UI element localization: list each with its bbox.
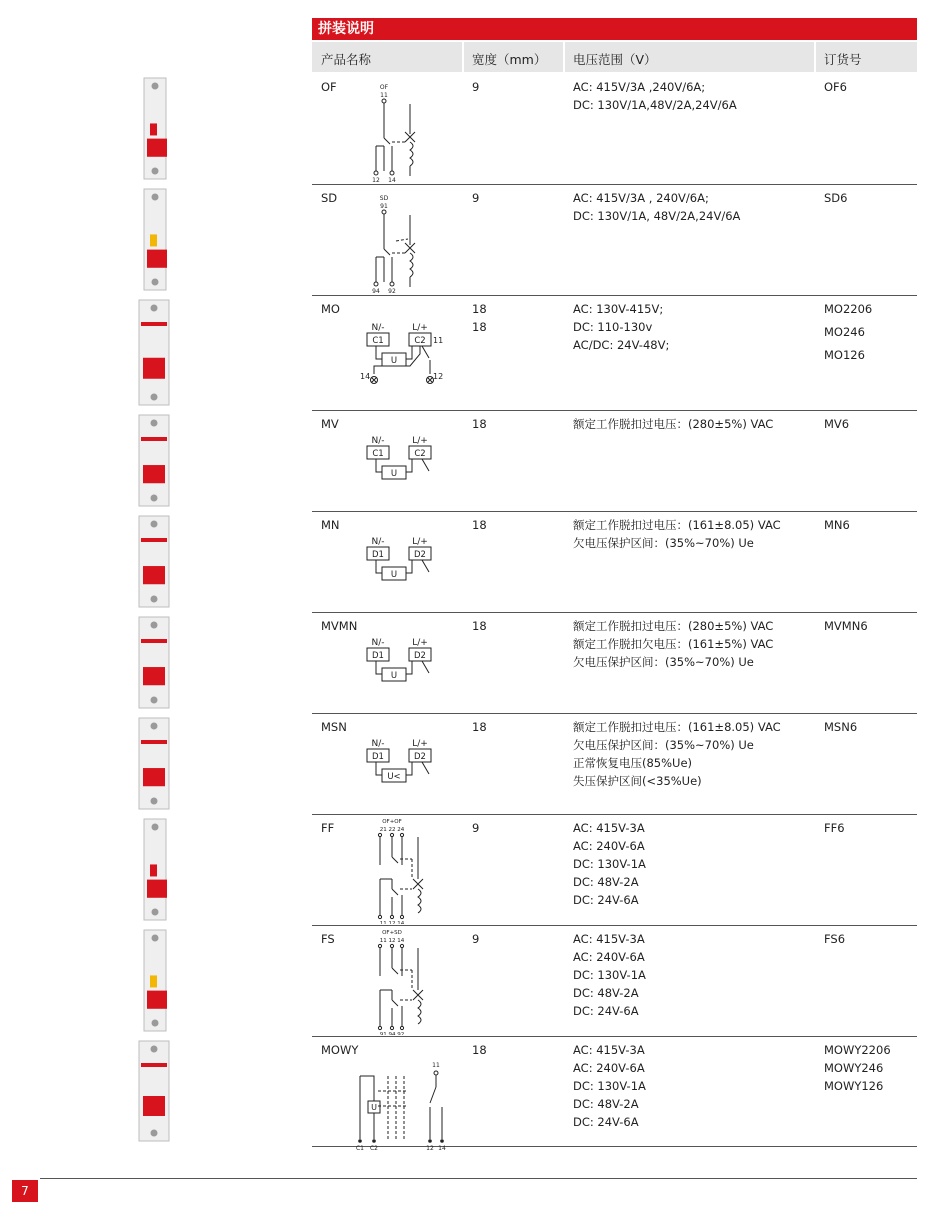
order-cell <box>824 78 847 96</box>
voltage-cell <box>573 930 646 1020</box>
width-value: 18 <box>472 302 487 316</box>
product-image <box>135 1039 175 1149</box>
voltage-line: 欠电压保护区间：(35%~70%) Ue <box>573 536 754 550</box>
terminal-label: 91 <box>380 203 388 210</box>
coil-label: U< <box>387 772 401 782</box>
voltage-line: DC: 130V/1A,48V/2A,24V/6A <box>573 98 737 112</box>
product-name: OF <box>321 80 337 94</box>
voltage-line: 正常恢复电压(85%Ue) <box>573 756 693 770</box>
width-cell <box>472 300 487 336</box>
order-cell <box>824 617 868 635</box>
voltage-line: 失压保护区间(<35%Ue) <box>573 774 702 788</box>
order-cell <box>824 415 849 433</box>
width-value: 9 <box>472 821 480 835</box>
voltage-cell <box>573 516 781 552</box>
product-image <box>135 413 175 514</box>
voltage-line: DC: 48V-2A <box>573 1097 639 1111</box>
terminal-label: 91 94 92 <box>379 1032 405 1035</box>
terminal-label: N/- <box>371 436 385 446</box>
terminal-label: 11 12 14 <box>379 921 405 924</box>
width-cell <box>472 189 479 207</box>
diagram-label: SD <box>379 195 389 202</box>
table-header <box>312 42 917 72</box>
order-cell <box>824 516 850 534</box>
order-code: FF6 <box>824 821 845 835</box>
terminal-box-label: D2 <box>414 752 426 762</box>
voltage-line: 额定工作脱扣过电压：(161±8.05) VAC <box>573 720 781 734</box>
voltage-line: AC: 415V-3A <box>573 1043 645 1057</box>
table-row <box>312 714 917 815</box>
terminal-label: 11 <box>380 92 388 99</box>
product-name: FF <box>321 821 335 835</box>
order-code: SD6 <box>824 191 848 205</box>
voltage-line: DC: 130V-1A <box>573 1079 646 1093</box>
voltage-line: DC: 24V-6A <box>573 1115 639 1129</box>
order-code: MOWY2206 <box>824 1043 891 1057</box>
order-code: MO126 <box>824 348 865 362</box>
width-cell <box>472 415 487 433</box>
width-cell <box>472 1041 487 1059</box>
product-name: MO <box>321 302 340 316</box>
terminal-label: 21 22 24 <box>379 827 405 833</box>
table-row <box>312 74 917 185</box>
product-image <box>140 928 180 1039</box>
voltage-line: DC: 24V-6A <box>573 893 639 907</box>
order-cell <box>824 189 847 207</box>
voltage-line: AC/DC: 24V-48V; <box>573 338 670 352</box>
terminal-label: N/- <box>371 323 385 333</box>
wiring-diagram <box>312 187 462 294</box>
width-value: 18 <box>472 518 487 532</box>
width-value: 18 <box>472 619 487 633</box>
order-cell <box>824 718 857 736</box>
terminal-label: 11 <box>433 336 444 345</box>
voltage-line: AC: 240V-6A <box>573 950 645 964</box>
voltage-line: DC: 110-130v <box>573 320 653 334</box>
coil-label: U <box>390 671 398 681</box>
terminal-label: N/- <box>371 638 385 648</box>
voltage-line: 额定工作脱扣欠电压：(161±5%) VAC <box>573 637 774 651</box>
section-title: 拼装说明 <box>312 18 917 40</box>
header-width: 宽度（mm） <box>472 52 547 67</box>
coil-label: U <box>390 469 398 479</box>
voltage-line: 额定工作脱扣过电压：(280±5%) VAC <box>573 417 774 431</box>
voltage-line: DC: 48V-2A <box>573 875 639 889</box>
order-code: FS6 <box>824 932 846 946</box>
product-image <box>135 716 175 817</box>
table-row <box>312 1037 917 1152</box>
width-cell <box>472 930 479 948</box>
terminal-box-label: D2 <box>414 550 426 560</box>
width-value: 18 <box>472 320 487 334</box>
product-name: MN <box>321 518 340 532</box>
order-code: MO246 <box>824 325 865 339</box>
width-cell <box>472 516 487 534</box>
voltage-cell <box>573 415 773 433</box>
terminal-label: 11 <box>432 1062 440 1069</box>
product-name: FS <box>321 932 335 946</box>
width-value: 9 <box>472 80 480 94</box>
terminal-box-label: C1 <box>372 449 384 459</box>
width-cell <box>472 718 487 736</box>
product-name: MSN <box>321 720 347 734</box>
order-code: MV6 <box>824 417 850 431</box>
order-cell <box>824 300 872 364</box>
terminal-label: L/+ <box>412 638 428 648</box>
coil-label: U <box>390 356 398 366</box>
product-image <box>140 817 180 928</box>
width-value: 18 <box>472 417 487 431</box>
terminal-label: 92 <box>388 288 396 294</box>
terminal-label: 12 <box>426 1145 434 1152</box>
terminal-label: N/- <box>371 739 385 749</box>
wiring-diagram <box>312 76 462 183</box>
voltage-cell <box>573 189 740 225</box>
terminal-label: 94 <box>372 288 380 294</box>
terminal-label: 12 <box>433 372 444 381</box>
voltage-cell <box>573 617 773 671</box>
terminal-label: L/+ <box>412 323 428 333</box>
width-cell <box>472 617 487 635</box>
diagram-label: OF+SD <box>382 930 402 936</box>
diagram-label: OF+OF <box>382 819 402 825</box>
wiring-diagram <box>312 817 462 924</box>
terminal-box-label: D1 <box>372 651 384 661</box>
product-name: MVMN <box>321 619 358 633</box>
voltage-line: AC: 240V-6A <box>573 839 645 853</box>
width-value: 18 <box>472 720 487 734</box>
width-value: 9 <box>472 191 480 205</box>
product-name: MOWY <box>321 1043 359 1057</box>
voltage-line: DC: 130V-1A <box>573 857 646 871</box>
product-image <box>140 187 180 298</box>
order-code: MO2206 <box>824 302 873 316</box>
table-row <box>312 185 917 296</box>
voltage-cell <box>573 1041 646 1131</box>
voltage-line: AC: 415V-3A <box>573 821 645 835</box>
voltage-cell <box>573 78 737 114</box>
width-value: 9 <box>472 932 480 946</box>
header-name: 产品名称 <box>321 52 372 67</box>
terminal-box-label: D1 <box>372 550 384 560</box>
voltage-line: AC: 130V-415V; <box>573 302 664 316</box>
terminal-box-label: C1 <box>372 336 384 346</box>
header-voltage: 电压范围（V） <box>573 52 657 67</box>
coil-label: U <box>371 1103 377 1112</box>
terminal-label: 14 <box>360 372 371 381</box>
terminal-box-label: D1 <box>372 752 384 762</box>
order-code: MVMN6 <box>824 619 868 633</box>
table-row <box>312 613 917 714</box>
voltage-cell <box>573 718 781 790</box>
table-row <box>312 296 917 411</box>
voltage-line: AC: 415V-3A <box>573 932 645 946</box>
voltage-line: 额定工作脱扣过电压：(280±5%) VAC <box>573 619 774 633</box>
voltage-line: DC: 24V-6A <box>573 1004 639 1018</box>
terminal-label: L/+ <box>412 739 428 749</box>
width-value: 18 <box>472 1043 487 1057</box>
voltage-line: AC: 415V/3A , 240V/6A; <box>573 191 709 205</box>
terminal-label: L/+ <box>412 436 428 446</box>
voltage-line: DC: 130V-1A <box>573 968 646 982</box>
table-row <box>312 512 917 613</box>
order-cell <box>824 930 845 948</box>
terminal-label: C1 <box>355 1145 365 1152</box>
product-name: MV <box>321 417 339 431</box>
width-cell <box>472 78 479 96</box>
voltage-line: DC: 48V-2A <box>573 986 639 1000</box>
voltage-line: DC: 130V/1A, 48V/2A,24V/6A <box>573 209 741 223</box>
width-cell <box>472 819 479 837</box>
page-number: 7 <box>12 1180 38 1202</box>
terminal-label: 11 12 14 <box>379 938 405 944</box>
diagram-label: OF <box>379 84 389 91</box>
product-name: SD <box>321 191 338 205</box>
terminal-box-label: C2 <box>414 449 426 459</box>
terminal-label: 12 <box>372 177 380 183</box>
terminal-label: L/+ <box>412 537 428 547</box>
table-row <box>312 815 917 926</box>
terminal-label: C2 <box>369 1145 379 1152</box>
terminal-label: N/- <box>371 537 385 547</box>
footer-rule <box>40 1178 917 1179</box>
voltage-line: AC: 415V/3A ,240V/6A; <box>573 80 706 94</box>
order-code: MOWY126 <box>824 1079 884 1093</box>
terminal-box-label: D2 <box>414 651 426 661</box>
voltage-line: AC: 240V-6A <box>573 1061 645 1075</box>
order-cell <box>824 1041 891 1095</box>
table-row <box>312 926 917 1037</box>
terminal-box-label: C2 <box>414 336 426 346</box>
wiring-diagram <box>312 1051 462 1157</box>
product-image <box>135 514 175 615</box>
voltage-cell <box>573 300 669 354</box>
order-code: MOWY246 <box>824 1061 884 1075</box>
order-cell <box>824 819 845 837</box>
product-image <box>135 615 175 716</box>
order-code: OF6 <box>824 80 847 94</box>
order-code: MN6 <box>824 518 850 532</box>
product-image <box>135 298 175 413</box>
order-code: MSN6 <box>824 720 858 734</box>
table-row <box>312 411 917 512</box>
voltage-line: 欠电压保护区间：(35%~70%) Ue <box>573 655 754 669</box>
terminal-label: 14 <box>438 1145 446 1152</box>
coil-label: U <box>390 570 398 580</box>
voltage-cell <box>573 819 646 909</box>
product-image <box>140 76 180 187</box>
voltage-line: 额定工作脱扣过电压：(161±8.05) VAC <box>573 518 781 532</box>
header-order: 订货号 <box>824 52 862 67</box>
wiring-diagram <box>312 928 462 1035</box>
voltage-line: 欠电压保护区间：(35%~70%) Ue <box>573 738 754 752</box>
terminal-label: 14 <box>388 177 396 183</box>
